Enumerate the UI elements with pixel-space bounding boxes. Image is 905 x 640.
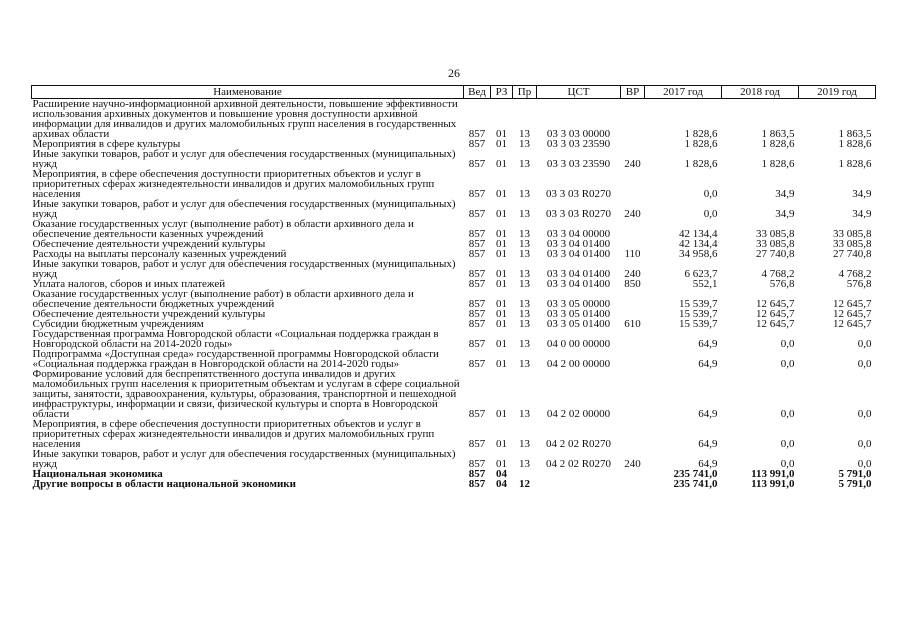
cell-vr [621,169,645,199]
cell-2017: 15 539,7 [679,318,718,330]
cell-2018: 113 991,0 [751,478,795,490]
cell-name: Обеспечение деятельности учреждений культуры [32,238,266,250]
cell-2018: 34,9 [775,208,795,220]
table-row [32,419,876,449]
cell-cst: 03 3 04 01400 [546,238,611,250]
cell-cst: 03 3 05 00000 [546,298,611,310]
cell-vr [621,219,645,239]
cell-ved: 857 [468,308,486,320]
table-row [32,479,876,489]
cell-ved: 857 [468,318,486,330]
cell-ved: 857 [468,138,486,150]
col-header-name: Наименование [32,86,464,99]
cell-2017: 64,9 [698,338,718,350]
cell-rz: 01 [496,248,507,260]
cell-ved: 857 [468,458,486,470]
cell-2018: 12 645,7 [756,298,795,310]
col-header-rz: РЗ [491,86,513,99]
cell-rz: 01 [496,128,507,140]
cell-vr [621,369,645,419]
cell-pr: 13 [519,138,530,150]
cell-ved: 857 [468,338,486,350]
table-row [32,99,876,140]
cell-name: Иные закупки товаров, работ и услуг для обеспечения государственных (муниципальных) нужд [32,198,456,220]
cell-2018: 0,0 [780,438,795,450]
cell-ved: 857 [468,298,486,310]
cell-cst: 03 3 04 01400 [546,248,611,260]
cell-2018: 0,0 [780,458,795,470]
cell-rz: 01 [496,238,507,250]
cell-pr: 13 [519,268,530,280]
cell-rz: 01 [496,408,507,420]
cell-rz: 01 [496,438,507,450]
cell-2019: 0,0 [857,438,872,450]
cell-pr: 13 [519,298,530,310]
cell-cst [537,479,621,489]
cell-vr [621,349,645,369]
cell-vr [621,99,645,140]
cell-rz: 04 [496,468,507,480]
cell-pr: 13 [519,188,530,200]
budget-table [31,85,876,489]
cell-rz: 01 [496,358,507,370]
cell-vr [621,479,645,489]
cell-ved: 857 [468,408,486,420]
cell-vr: 240 [624,268,641,280]
cell-name: Формирование условий для беспрепятственного доступа инвалидов и других маломобильных групп населения к приоритетным объектам и услугам в сфере социальной защиты, занятости, здравоохранения, культуры, образования, транспортной и пешеходной инфраструктуры, информации и связи, физической культуры и спорта в Новгородской области [32,368,460,420]
table-row [32,289,876,309]
col-header-2018: 2018 год [722,86,799,99]
table-row [32,449,876,469]
cell-2019: 12 645,7 [833,318,872,330]
cell-cst: 03 3 03 00000 [546,128,611,140]
cell-2019: 0,0 [857,358,872,370]
table-row [32,259,876,279]
cell-2019: 576,8 [846,278,872,290]
cell-name: Оказание государственных услуг (выполнение работ) в области архивного дела и обеспечение деятельности казенных учреждений [32,218,414,240]
cell-2018: 33 085,8 [756,228,795,240]
cell-name: Иные закупки товаров, работ и услуг для обеспечения государственных (муниципальных) нужд [32,258,456,280]
table-row [32,219,876,239]
cell-vr: 240 [624,458,641,470]
cell-2018: 0,0 [780,338,795,350]
cell-ved: 857 [468,208,486,220]
cell-ved: 857 [468,158,486,170]
cell-ved: 857 [468,278,486,290]
cell-cst: 03 3 03 23590 [546,158,611,170]
header-row [32,86,876,99]
col-header-pr: Пр [513,86,537,99]
cell-2017: 0,0 [703,208,718,220]
cell-cst: 03 3 04 00000 [546,228,611,240]
cell-name: Обеспечение деятельности учреждений культуры [32,308,266,320]
cell-name: Уплата налогов, сборов и иных платежей [32,278,226,290]
cell-pr: 12 [519,478,530,490]
cell-cst: 03 3 04 01400 [546,278,611,290]
cell-rz: 01 [496,308,507,320]
cell-vr: 240 [624,158,641,170]
cell-ved: 857 [468,188,486,200]
cell-vr: 240 [624,208,641,220]
cell-pr: 13 [519,358,530,370]
cell-name: Иные закупки товаров, работ и услуг для обеспечения государственных (муниципальных) нужд [32,148,456,170]
cell-2018: 0,0 [780,358,795,370]
cell-2019: 34,9 [852,188,872,200]
cell-ved: 857 [468,128,486,140]
cell-vr [621,329,645,349]
cell-2017: 1 828,6 [684,158,718,170]
cell-pr: 13 [519,408,530,420]
cell-cst: 03 3 03 23590 [546,138,611,150]
page-number: 26 [448,66,460,80]
cell-pr: 13 [519,438,530,450]
cell-ved: 857 [468,358,486,370]
cell-2017: 6 623,7 [684,268,718,280]
cell-2019: 33 085,8 [833,228,872,240]
col-header-2019: 2019 год [799,86,876,99]
cell-pr: 13 [519,228,530,240]
cell-ved: 857 [468,438,486,450]
cell-2017: 1 828,6 [684,128,718,140]
cell-name: Оказание государственных услуг (выполнение работ) в области архивного дела и обеспечение деятельности бюджетных учреждений [32,288,414,310]
cell-vr [621,139,645,149]
cell-pr: 13 [519,338,530,350]
cell-pr: 13 [519,158,530,170]
cell-vr [621,419,645,449]
cell-pr: 13 [519,208,530,220]
cell-2018: 4 768,2 [761,268,795,280]
cell-ved: 857 [468,228,486,240]
cell-name: Подпрограмма «Доступная среда» государственной программы Новгородской области «Социальная поддержка граждан в Новгородской области на 2014-2020 годы» [32,348,439,370]
cell-2017: 42 134,4 [679,238,718,250]
cell-vr [621,469,645,479]
cell-2017: 1 828,6 [684,138,718,150]
cell-2019: 1 828,6 [838,138,872,150]
cell-2018: 576,8 [769,278,795,290]
cell-2017: 235 741,0 [673,478,718,490]
cell-2017: 64,9 [698,438,718,450]
cell-rz: 01 [496,228,507,240]
cell-rz: 01 [496,268,507,280]
cell-vr [621,289,645,309]
cell-2019: 34,9 [852,208,872,220]
cell-2019: 1 863,5 [838,128,872,140]
cell-2018: 1 828,6 [761,138,795,150]
cell-cst: 03 3 03 R0270 [545,208,612,220]
cell-rz: 04 [496,478,507,490]
table-row [32,329,876,349]
cell-2019: 12 645,7 [833,308,872,320]
cell-pr: 13 [519,318,530,330]
col-header-vr: ВР [621,86,645,99]
cell-2019: 4 768,2 [838,268,872,280]
cell-name: Мероприятия, в сфере обеспечения доступности приоритетных объектов и услуг в приоритетных сферах жизнедеятельности инвалидов и других маломобильных групп населения [32,168,435,200]
cell-2018: 1 863,5 [761,128,795,140]
cell-vr: 110 [624,248,641,260]
cell-2019: 33 085,8 [833,238,872,250]
cell-cst: 03 3 05 01400 [546,308,611,320]
cell-cst: 04 0 00 00000 [546,338,611,350]
cell-name: Мероприятия, в сфере обеспечения доступности приоритетных объектов и услуг в приоритетных сферах жизнедеятельности инвалидов и других маломобильных групп населения [32,418,435,450]
cell-name: Расширение научно-информационной архивной деятельности, повышение эффективности использования архивных документов и повышение уровня доступности архивной информации для инвалидов и других маломобильных групп населения в государственных архивах области [32,98,458,140]
cell-2017: 34 958,6 [679,248,718,260]
cell-ved: 857 [468,238,486,250]
cell-cst: 04 2 02 R0270 [545,438,612,450]
table-row [32,369,876,419]
cell-2018: 34,9 [775,188,795,200]
cell-2018: 27 740,8 [756,248,795,260]
cell-ved: 857 [468,468,486,480]
cell-2017: 64,9 [698,408,718,420]
cell-2018: 12 645,7 [756,318,795,330]
cell-rz: 01 [496,138,507,150]
cell-2017: 42 134,4 [679,228,718,240]
cell-name: Расходы на выплаты персоналу казенных учреждений [32,248,287,260]
cell-2017: 64,9 [698,358,718,370]
table-row [32,169,876,199]
cell-2019: 0,0 [857,408,872,420]
col-header-ved: Вед [464,86,491,99]
cell-2018: 1 828,6 [761,158,795,170]
cell-rz: 01 [496,338,507,350]
table-row [32,199,876,219]
cell-pr: 13 [519,278,530,290]
cell-2018: 33 085,8 [756,238,795,250]
col-header-cst: ЦСТ [537,86,621,99]
cell-vr: 610 [624,318,641,330]
cell-cst [537,469,621,479]
cell-2017: 0,0 [703,188,718,200]
cell-pr: 13 [519,308,530,320]
cell-pr: 13 [519,128,530,140]
cell-2017: 15 539,7 [679,308,718,320]
cell-2017: 64,9 [698,458,718,470]
cell-pr: 13 [519,458,530,470]
cell-2017: 15 539,7 [679,298,718,310]
cell-cst: 03 3 03 R0270 [545,188,612,200]
cell-2018: 12 645,7 [756,308,795,320]
cell-name: Иные закупки товаров, работ и услуг для обеспечения государственных (муниципальных) нужд [32,448,456,470]
cell-rz: 01 [496,208,507,220]
cell-cst: 04 2 02 00000 [546,408,611,420]
cell-2018: 113 991,0 [751,468,795,480]
cell-2019: 1 828,6 [838,158,872,170]
cell-name: Субсидии бюджетным учреждениям [32,318,204,330]
cell-rz: 01 [496,318,507,330]
cell-2018: 0,0 [780,408,795,420]
cell-name: Национальная экономика [32,468,163,480]
cell-2019: 5 791,0 [838,478,872,490]
cell-2019: 27 740,8 [833,248,872,260]
col-header-2017: 2017 год [645,86,722,99]
cell-vr: 850 [624,278,641,290]
cell-cst: 04 2 00 00000 [546,358,611,370]
cell-name: Другие вопросы в области национальной экономики [32,478,296,490]
cell-2019: 5 791,0 [838,468,872,480]
cell-ved: 857 [468,478,486,490]
cell-name: Государственная программа Новгородской области «Социальная поддержка граждан в Новгородской области на 2014-2020 годы» [32,328,439,350]
cell-2017: 235 741,0 [673,468,718,480]
cell-rz: 01 [496,298,507,310]
cell-rz: 01 [496,158,507,170]
table-row [32,149,876,169]
cell-cst: 04 2 02 R0270 [545,458,612,470]
cell-2019: 0,0 [857,338,872,350]
cell-rz: 01 [496,278,507,290]
cell-pr: 13 [519,238,530,250]
cell-rz: 01 [496,458,507,470]
cell-pr: 13 [519,248,530,260]
cell-rz: 01 [496,188,507,200]
cell-cst: 03 3 04 01400 [546,268,611,280]
cell-2019: 12 645,7 [833,298,872,310]
cell-ved: 857 [468,248,486,260]
table-row [32,349,876,369]
cell-cst: 03 3 05 01400 [546,318,611,330]
cell-ved: 857 [468,268,486,280]
cell-2017: 552,1 [692,278,718,290]
cell-name: Мероприятия в сфере культуры [32,138,181,150]
cell-2019: 0,0 [857,458,872,470]
